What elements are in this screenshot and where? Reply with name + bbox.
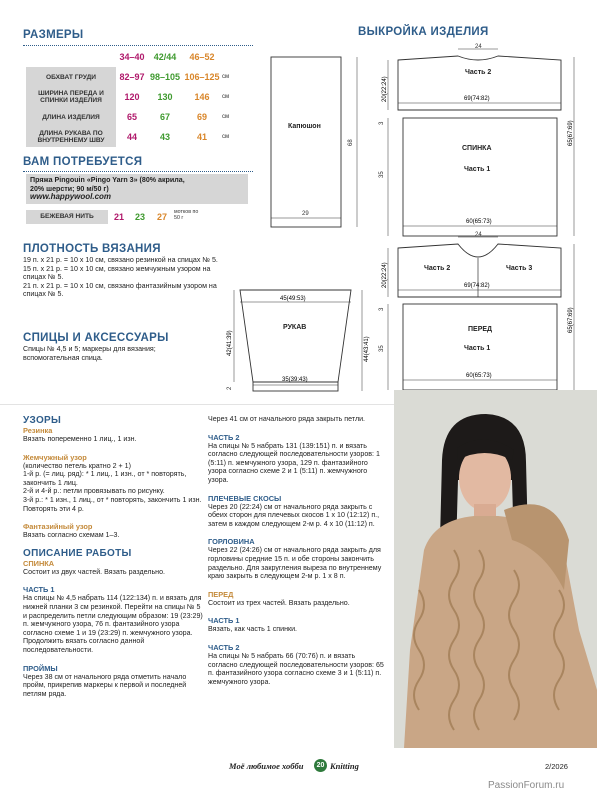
hood-width: 29 (302, 211, 309, 217)
count-unit: мотков по 50 г (174, 209, 199, 221)
hood-label: Капюшон (288, 123, 321, 130)
gauge-title: ПЛОТНОСТЬ ВЯЗАНИЯ (23, 243, 161, 255)
sleeve-height: 44(43:41) (364, 336, 370, 362)
back-bottom: 60(65:73) (466, 219, 492, 225)
needles-title: СПИЦЫ И АКСЕССУАРЫ (23, 332, 169, 344)
front-shoulder: 20(22:24) (382, 262, 388, 288)
back-shoulder: 20(22:24) (382, 76, 388, 102)
cell: 69 (196, 112, 207, 122)
armholes-cont: Через 41 см от начального ряда закрыть петли. (208, 415, 366, 423)
cell: 43 (159, 132, 170, 142)
cell: 82–97 (119, 72, 145, 82)
pattern-title: ВЫКРОЙКА ИЗДЕЛИЯ (358, 26, 489, 38)
back-part2-text: На спицы № 5 набрать 131 (139:151) п. и вязать согласно следующей последовательности узоров: 1 (5:11) п. жемчужного узора, 129 п. фантазийного узора согласно схеме 2 и 1 (5:11) п. жемчужного узора. (208, 441, 380, 484)
back-part1-text: На спицы № 4,5 набрать 114 (122:134) п. и вязать для нижней планки 3 см резинкой. Перейти на спицы № 5 и распределить петли следующим образом: 19 (23:29) п. жемчужного узора, 76 п. фантазийного узора согласно схеме 1 и 19 (23:29) п. жемчужного узора. Продолжить вязать согласно данной последовательности. (23, 594, 203, 654)
column-2 (208, 415, 386, 686)
sizes-title: РАЗМЕРЫ (23, 29, 84, 41)
sleeve-bottom: 35(39:43) (282, 377, 308, 383)
cell: 106–125 (184, 72, 220, 82)
yarn-line-1: Пряжа Pingouin «Pingo Yarn 3» (80% акрила, (30, 176, 185, 184)
back-piece (379, 44, 574, 236)
cell: 44 (126, 132, 137, 142)
front-part1: Часть 1 (464, 345, 491, 352)
size-header-3: 46–52 (189, 52, 215, 62)
row-label: ДЛИНА ИЗДЕЛИЯ (26, 107, 116, 127)
front-part1-title: ЧАСТЬ 1 (208, 616, 240, 626)
sleeve-label: РУКАВ (283, 324, 307, 331)
magazine-name: Моё любимое хобби (229, 761, 304, 771)
gauge-text: 19 п. х 21 р. = 10 х 10 см, связано резинкой на спицах № 5. 15 п. х 21 р. = 10 х 10 см, связано жемчужным узором на спицах № 5. 21 п. х 21 р. = 10 х 10 см, связано фантазийным узором на спицах № 5. (23, 256, 218, 299)
shoulders-text: Через 20 (22:24) см от начального ряда закрыть с обеих сторон для плечевых скосов 1 х 10 (12:12) п., затем в каждом следующем 2-м р. 4 х 10 (11:12) п. (208, 502, 380, 528)
front-section-title: ПЕРЕД (208, 589, 234, 599)
rib-title: Резинка (23, 426, 53, 435)
row-label: ШИРИНА ПЕРЕДА И СПИНКИ ИЗДЕЛИЯ (26, 87, 116, 107)
back-title: СПИНКА (462, 145, 492, 152)
armholes-title: ПРОЙМЫ (23, 663, 58, 673)
cell: 146 (194, 92, 210, 102)
front-section-text: Состоит из трех частей. Вязать раздельно. (208, 598, 350, 607)
back-part1: Часть 1 (464, 166, 491, 173)
fancy-text: Вязать согласно схемам 1–3. (23, 531, 120, 540)
front-part3: Часть 3 (506, 265, 533, 272)
yarn-website: www.happywool.com (30, 192, 112, 202)
front-part2-title: ЧАСТЬ 2 (208, 642, 240, 652)
rib-text: Вязать попеременно 1 лиц., 1 изн. (23, 435, 137, 443)
cell: 98–105 (149, 72, 181, 82)
size-header-1: 34–40 (119, 52, 145, 62)
unit: см (222, 134, 230, 140)
front-depth: 35 (379, 345, 385, 352)
front-title: ПЕРЕД (468, 326, 493, 333)
shoulders-title: ПЛЕЧЕВЫЕ СКОСЫ (208, 493, 282, 503)
count-2: 23 (134, 212, 145, 222)
front-bottom: 60(65:73) (466, 373, 492, 379)
neck-title: ГОРЛОВИНА (208, 537, 255, 547)
front-total: 65(67:69) (568, 307, 574, 333)
work-title: ОПИСАНИЕ РАБОТЫ (23, 547, 132, 559)
hood-piece (271, 57, 357, 227)
back-edge: 3 (379, 121, 385, 125)
page-number: 20 (314, 759, 327, 772)
unit: см (222, 74, 230, 80)
back-part1-title: ЧАСТЬ 1 (23, 585, 55, 595)
color-label: БЕЖЕВАЯ НИТЬ (26, 210, 108, 224)
front-mid-width: 69(74:82) (464, 283, 490, 289)
cell: 65 (126, 112, 137, 122)
watermark: PassionForum.ru (488, 780, 565, 791)
back-depth: 35 (379, 171, 385, 178)
model-photo (394, 390, 597, 748)
need-title: ВАМ ПОТРЕБУЕТСЯ (23, 156, 143, 168)
cell: 67 (159, 112, 170, 122)
pearl-title: Жемчужный узор (23, 452, 87, 462)
column-1 (23, 415, 203, 698)
pearl-text: (количество петель кратно 2 + 1) 1-й р. (= лиц. ряд): * 1 лиц., 1 изн., от * повторять, закончить 1 лиц. 2-й и 4-й р.: петли провязывать по рисунку. 3-й р.: * 1 изн., 1 лиц., от * повторять, закончить 1 изн. Повторять эти 4 р. (23, 461, 202, 513)
front-edge: 3 (379, 307, 385, 311)
issue: 2/2026 (545, 762, 568, 771)
cell: 41 (196, 132, 207, 142)
count-3: 27 (156, 212, 167, 222)
row-label: ДЛИНА РУКАВА ПО ВНУТРЕННЕМУ ШВУ (26, 127, 116, 147)
back-top: 24 (475, 44, 482, 50)
back-mid-width: 69(74:82) (464, 96, 490, 102)
neck-text: Через 22 (24:26) см от начального ряда закрыть для горловины средние 15 п. и обе стороны закончить раздельно. Для закругления выреза по внутреннему краю закрыть в следующем 2-м р. 1 х 8 п. (208, 546, 382, 581)
cell: 120 (124, 92, 140, 102)
sleeve-edge: 2 (227, 386, 233, 390)
back-total: 65(67:69) (568, 120, 574, 146)
armholes-text: Через 38 см от начального ряда отметить начало пройм, прикрепив маркеры к первой и последней петлям ряда. (23, 672, 187, 698)
fancy-title: Фантазийный узор (23, 522, 93, 532)
unit: см (222, 94, 230, 100)
back-section-text: Состоит из двух частей. Вязать раздельно. (23, 567, 165, 576)
front-part1-text: Вязать, как часть 1 спинки. (208, 625, 298, 634)
patterns-title: УЗОРЫ (23, 415, 62, 426)
front-part2: Часть 2 (424, 265, 451, 272)
sleeve-side: 42(41:39) (227, 330, 233, 356)
magazine-name-b: Knitting (330, 761, 359, 771)
back-part2: Часть 2 (465, 69, 492, 76)
row-label: ОБХВАТ ГРУДИ (26, 67, 116, 87)
footer (0, 759, 597, 775)
unit: см (222, 114, 230, 120)
sleeve-piece (227, 290, 370, 391)
count-1: 21 (113, 212, 124, 222)
front-piece (379, 232, 574, 390)
hood-height: 68 (348, 139, 354, 146)
front-top: 24 (475, 232, 482, 238)
back-section-title: СПИНКА (23, 558, 55, 568)
cell: 130 (157, 92, 173, 102)
front-part2-text: На спицы № 5 набрать 66 (70:76) п. и вязать согласно следующей последовательности узоров: 65 п. фантазийного узора согласно схеме 3 и 1 (5:11) п. жемчужного узора. (208, 651, 384, 686)
size-header-2: 42/44 (153, 52, 177, 62)
back-part2-title: ЧАСТЬ 2 (208, 432, 240, 442)
yarn-line-2: 20% шерсти; 90 м/50 г) (30, 184, 109, 193)
sleeve-top: 45(49:53) (280, 296, 306, 302)
needles-text: Спицы № 4,5 и 5; маркеры для вязания; вспомогательная спица. (23, 345, 156, 362)
